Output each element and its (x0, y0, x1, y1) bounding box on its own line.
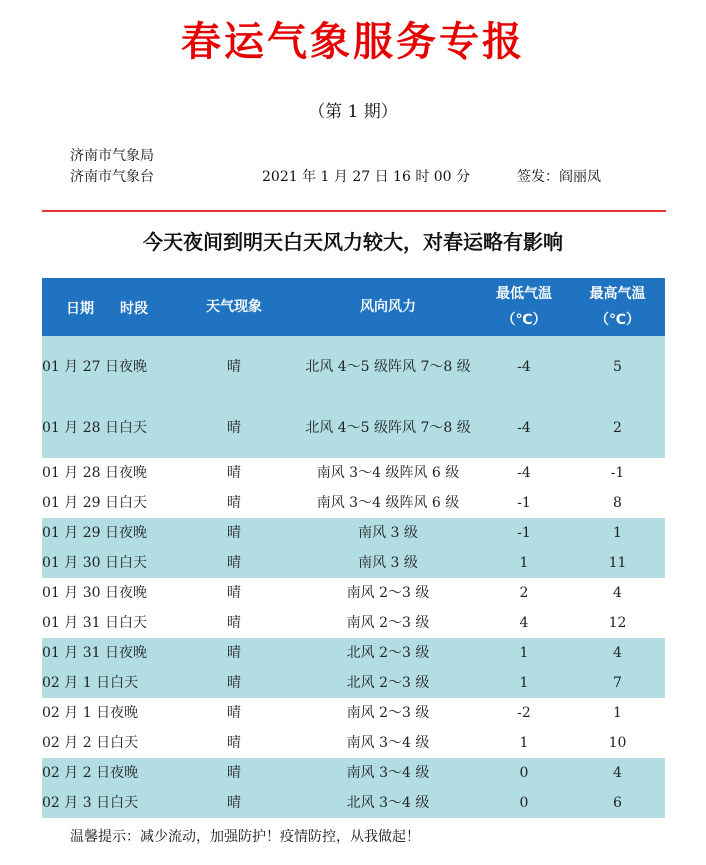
cell-tmin: 1 (478, 668, 570, 698)
cell-wind: 南风 2～3 级 (346, 585, 430, 601)
cell-tmin: 0 (478, 758, 570, 788)
table-row (42, 788, 665, 818)
cell-tmin: 4 (519, 615, 529, 631)
cell-wind: 南风 3～4 级 (298, 758, 478, 788)
header-divider (42, 210, 666, 212)
table-row (42, 458, 665, 488)
table-row (42, 758, 665, 788)
cell-tmax: 6 (570, 788, 665, 818)
cell-date-period (42, 397, 170, 458)
cell-weather: 晴 (227, 705, 241, 721)
header-tmin-unit: （℃） (501, 312, 547, 328)
cell-wind: 北风 4～5 级阵风 7～8 级 (298, 336, 478, 397)
cell-tmax: 10 (608, 735, 627, 751)
cell-date: 02 月 2 日 (42, 735, 111, 751)
cell-tmax: 1 (613, 705, 622, 721)
cell-weather: 晴 (227, 615, 241, 631)
header-weather: 天气现象 (170, 278, 298, 336)
cell-tmin: -2 (517, 705, 531, 721)
cell-weather: 晴 (170, 758, 298, 788)
cell-tmin: 0 (478, 788, 570, 818)
cell-wind: 南风 2～3 级 (346, 705, 430, 721)
cell-weather: 晴 (170, 638, 298, 668)
cell-period: 白天 (110, 795, 139, 811)
forecast-headline: 今天夜间到明天白天风力较大，对春运略有影响 (143, 230, 563, 254)
cell-wind: 北风 3～4 级 (298, 788, 478, 818)
header-date: 日期 (66, 301, 94, 317)
cell-date: 02 月 1 日 (42, 675, 111, 691)
cell-date: 01 月 31 日 (42, 615, 119, 631)
cell-tmax: 4 (570, 758, 665, 788)
issuing-bureau: 济南市气象局 (70, 148, 154, 164)
cell-tmin: 2 (519, 585, 529, 601)
cell-tmax: 2 (570, 397, 665, 458)
cell-date: 02 月 2 日 (42, 765, 111, 781)
cell-date-period (42, 608, 170, 638)
signer: 签发：阎丽凤 (517, 169, 601, 185)
header-tmin-label: 最低气温 (496, 286, 552, 302)
cell-date: 02 月 3 日 (42, 795, 111, 811)
cell-tmin: 1 (478, 638, 570, 668)
cell-wind: 南风 3～4 级阵风 6 级 (316, 495, 460, 511)
footer-tip: 温馨提示：减少流动，加强防护！疫情防控，从我做起！ (70, 829, 420, 845)
cell-date: 01 月 29 日 (42, 525, 119, 541)
cell-weather: 晴 (170, 397, 298, 458)
cell-date-period (42, 788, 170, 818)
cell-weather: 晴 (227, 735, 241, 751)
forecast-table (42, 278, 665, 818)
header-tmax-unit: （℃） (595, 312, 640, 328)
cell-tmax: 11 (570, 548, 665, 578)
header-period: 时段 (120, 301, 148, 317)
cell-weather: 晴 (170, 518, 298, 548)
cell-date: 01 月 30 日 (42, 585, 119, 601)
table-row (42, 638, 665, 668)
cell-period: 夜晚 (110, 705, 139, 721)
cell-tmin: -4 (478, 397, 570, 458)
table-row (42, 608, 665, 638)
cell-tmax: 5 (570, 336, 665, 397)
cell-date-period (42, 728, 170, 758)
cell-period: 白天 (110, 675, 139, 691)
table-row (42, 728, 665, 758)
cell-period: 夜晚 (118, 585, 147, 601)
cell-date-period (42, 758, 170, 788)
cell-date-period (42, 336, 170, 397)
cell-tmax: 4 (570, 638, 665, 668)
issue-datetime: 2021 年 1 月 27 日 16 时 00 分 (262, 169, 471, 185)
cell-date: 01 月 30 日 (42, 555, 119, 571)
issuing-observatory: 济南市气象台 (70, 169, 154, 185)
cell-period: 白天 (118, 555, 147, 571)
cell-weather: 晴 (170, 548, 298, 578)
cell-weather: 晴 (170, 336, 298, 397)
table-row (42, 548, 665, 578)
table-row (42, 518, 665, 548)
cell-tmin: 1 (519, 735, 529, 751)
cell-tmax: 7 (570, 668, 665, 698)
cell-date: 01 月 28 日 (42, 465, 119, 481)
cell-period: 夜晚 (110, 765, 139, 781)
cell-tmax: -1 (610, 465, 625, 481)
cell-wind: 北风 2～3 级 (298, 668, 478, 698)
cell-tmin: -4 (478, 336, 570, 397)
cell-weather: 晴 (170, 788, 298, 818)
cell-wind: 北风 2～3 级 (298, 638, 478, 668)
cell-weather: 晴 (227, 465, 241, 481)
header-tmin (478, 278, 570, 336)
cell-date: 01 月 31 日 (42, 645, 119, 661)
cell-date-period (42, 488, 170, 518)
cell-date: 01 月 27 日 (42, 358, 119, 375)
cell-date-period (42, 548, 170, 578)
cell-weather: 晴 (170, 668, 298, 698)
cell-tmin: -1 (517, 495, 531, 511)
cell-period: 白天 (118, 615, 147, 631)
cell-tmax: 8 (613, 495, 622, 511)
table-row (42, 336, 665, 397)
cell-date: 01 月 29 日 (42, 495, 119, 511)
cell-wind: 南风 3～4 级 (346, 735, 430, 751)
cell-date-period (42, 638, 170, 668)
cell-tmin: 1 (478, 548, 570, 578)
cell-tmin: -4 (517, 465, 531, 481)
cell-wind: 南风 3～4 级阵风 6 级 (316, 465, 460, 481)
cell-wind: 南风 3 级 (298, 548, 478, 578)
cell-period: 夜晚 (118, 525, 147, 541)
cell-tmin: -1 (478, 518, 570, 548)
cell-period: 夜晚 (118, 645, 147, 661)
cell-weather: 晴 (227, 495, 241, 511)
cell-date-period (42, 668, 170, 698)
cell-period: 白天 (118, 419, 147, 436)
cell-tmax: 4 (613, 585, 622, 601)
cell-wind: 北风 4～5 级阵风 7～8 级 (298, 397, 478, 458)
header-tmax (570, 278, 665, 336)
header-tmax-label: 最高气温 (589, 286, 646, 302)
cell-period: 白天 (118, 495, 147, 511)
cell-tmax: 12 (608, 615, 627, 631)
cell-date-period (42, 458, 170, 488)
cell-period: 夜晚 (118, 358, 147, 375)
header-wind: 风向风力 (298, 278, 478, 336)
cell-date-period (42, 578, 170, 608)
cell-date: 01 月 28 日 (42, 419, 119, 436)
table-row (42, 488, 665, 518)
cell-date: 02 月 1 日 (42, 705, 111, 721)
table-row (42, 698, 665, 728)
table-row (42, 578, 665, 608)
cell-period: 白天 (110, 735, 139, 751)
table-header-row (42, 278, 665, 336)
cell-period: 夜晚 (118, 465, 147, 481)
cell-weather: 晴 (227, 585, 241, 601)
cell-date-period (42, 698, 170, 728)
document-title: 春运气象服务专报 (181, 19, 525, 65)
header-date-period (42, 278, 170, 336)
table-row (42, 668, 665, 698)
cell-wind: 南风 2～3 级 (346, 615, 430, 631)
table-row (42, 397, 665, 458)
issue-number: （第 1 期） (308, 102, 398, 122)
cell-wind: 南风 3 级 (298, 518, 478, 548)
cell-date-period (42, 518, 170, 548)
cell-tmax: 1 (570, 518, 665, 548)
